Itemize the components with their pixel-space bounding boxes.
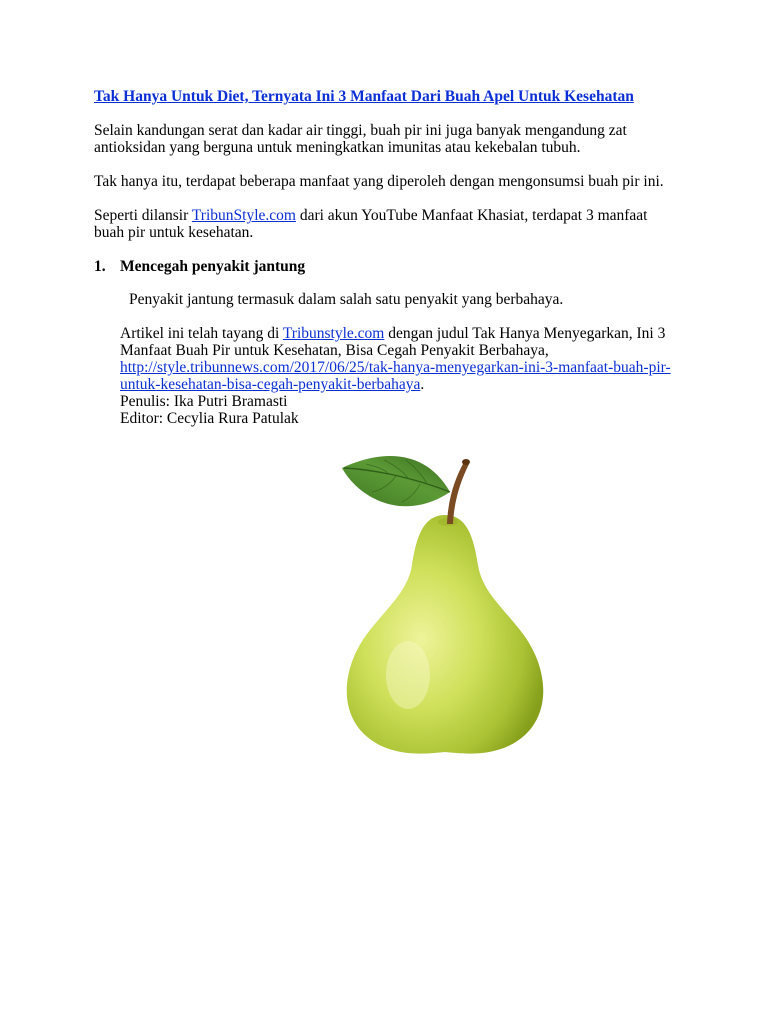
pear-leaf	[342, 456, 450, 506]
pear-body	[347, 515, 544, 754]
paragraph-source	[94, 207, 694, 241]
source-line-2: buah pir untuk kesehatan.	[94, 224, 254, 241]
url-period: .	[420, 376, 425, 393]
paragraph-intro-line-2: antioksidan yang berguna untuk meningkatkan imunitas atau kekebalan tubuh.	[94, 139, 581, 156]
article-url-link-line-1[interactable]: http://style.tribunnews.com/2017/06/25/tak-hanya-menyegarkan-ini-3-manfaat-buah-pir-	[120, 359, 671, 376]
list-item-heading	[94, 258, 305, 275]
editor-line: Editor: Cecylia Rura Patulak	[120, 410, 299, 427]
list-item-paragraph: Penyakit jantung termasuk dalam salah satu penyakit yang berbahaya.	[129, 291, 564, 308]
author-line: Penulis: Ika Putri Bramasti	[120, 393, 288, 410]
credit-prefix: Artikel ini telah tayang di	[120, 325, 283, 342]
article-credit	[120, 325, 700, 427]
source-prefix: Seperti dilansir	[94, 207, 192, 224]
pear-highlight	[386, 641, 430, 709]
tribunstyle-link[interactable]: TribunStyle.com	[191, 207, 296, 224]
credit-line-2: Manfaat Buah Pir untuk Kesehatan, Bisa Cegah Penyakit Berbahaya,	[120, 342, 549, 359]
paragraph-intro-line-1: Selain kandungan serat dan kadar air tinggi, buah pir ini juga banyak mengandung zat	[94, 122, 627, 139]
source-suffix: dari akun YouTube Manfaat Khasiat, terdapat 3 manfaat	[295, 207, 648, 224]
credit-suffix: dengan judul Tak Hanya Menyegarkan, Ini 3	[384, 325, 666, 342]
list-heading-text: Mencegah penyakit jantung	[120, 258, 306, 275]
tribunstyle-credit-link[interactable]: Tribunstyle.com	[282, 325, 385, 342]
paragraph-intro	[94, 122, 694, 156]
article-url-link-line-2[interactable]: untuk-kesehatan-bisa-cegah-penyakit-berbahaya	[120, 376, 421, 393]
article-title-link[interactable]: Tak Hanya Untuk Diet, Ternyata Ini 3 Manfaat Dari Buah Apel Untuk Kesehatan	[94, 88, 634, 105]
list-number: 1.	[94, 258, 106, 275]
paragraph-benefits: Tak hanya itu, terdapat beberapa manfaat yang diperoleh dengan mengonsumsi buah pir ini.	[94, 173, 664, 190]
pear-stem	[447, 462, 469, 524]
pear-image	[330, 440, 560, 760]
